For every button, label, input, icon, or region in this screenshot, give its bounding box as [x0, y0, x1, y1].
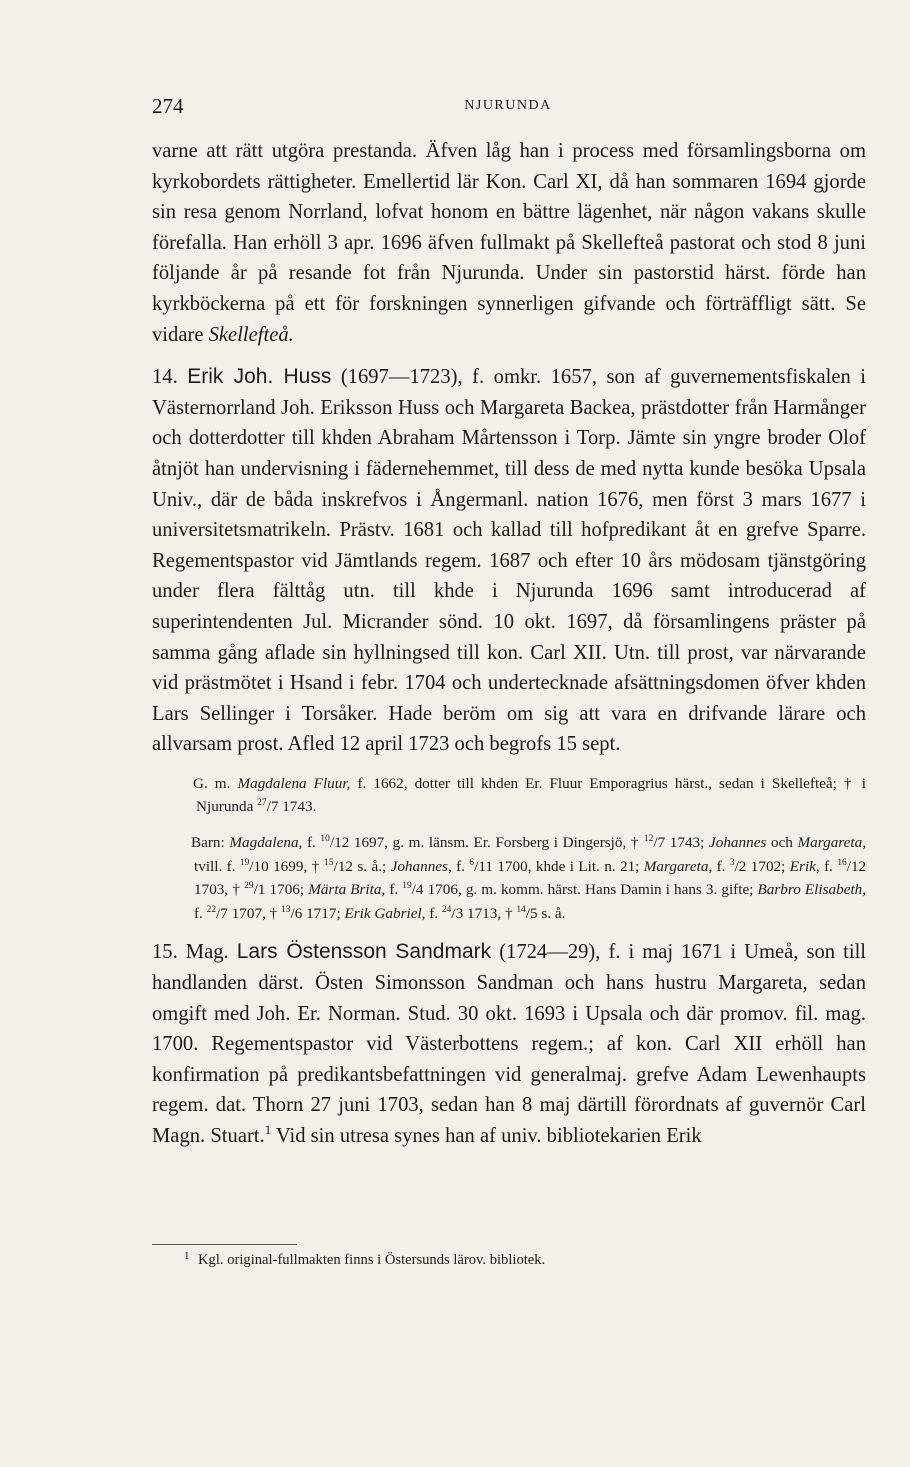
- main-text: [152, 136, 866, 1152]
- entry-number: 15.: [152, 941, 178, 964]
- page-header: [152, 94, 864, 118]
- entry-14-paragraph: 14. Erik Joh. Huss (1697—1723), f. omkr. 1657, son af guvernementsfiskalen i Västernorrland Joh. Eriksson Huss och Margareta Backea, prästdotter från Harmånger och dotterdotter till khden Abraham Mårtensson i Torp. Jämte sin yngre broder Olof åtnjöt han undervisning i fädernehemmet, till dess de med nytta kunde besöka Upsala Univ., där de båda inskrefvos i Ångermanl. nation 1676, men först 3 mars 1677 i universitetsmatrikeln. Prästv. 1681 och kallad till hofpredikant åt en grefve Sparre. Regementspastor vid Jämtlands regem. 1687 och efter 10 års mödosam tjänstgöring under flera fälttåg utn. till khde i Njurunda 1696 samt introducerad af superintendenten Jul. Micrander sönd. 10 okt. 1697, då församlingens präster på samma gång aflade sin hyllningsed till kon. Carl XII. Utn. till prost, var närvarande vid prästmötet i Hsand i febr. 1704 och undertecknade afsättningsdomen öfver khden Lars Sellinger i Torsåker. Hade beröm om sig att vara en drifvande lärare och allvarsam prost. Afled 12 april 1723 och begrofs 15 sept.: [152, 365, 866, 756]
- footnote-reference: 1: [264, 1123, 272, 1138]
- entry-name: Erik Joh. Huss: [187, 365, 332, 389]
- paragraph-13-continued: varne att rätt utgöra prestanda. Äfven låg han i process med församlingsborna om kyrkobordets rättigheter. Emellertid lär Kon. Carl XI, då han sommaren 1694 gjorde sin resa genom Norrland, lofvat honom en bättre lägenhet, när någon vakans skulle förefalla. Han erhöll 3 apr. 1696 äfven fullmakt på Skellefteå pastorat och stod 8 juni följande år på resande fot från Njurunda. Under sin pastorstid härst. förde han kyrkböckerna på ett för forskningen synnerligen gifvande och förträffligt sätt. Se vidare Skellefteå.: [152, 140, 866, 346]
- entry-15-paragraph: 15. Mag. Lars Östensson Sandmark (1724—29), f. i maj 1671 i Umeå, son till handlanden därst. Östen Simonsson Sandman och hans hustru Margareta, sedan omgift med Joh. Er. Norman. Stud. 30 okt. 1693 i Upsala och där promov. fil. mag. 1700. Regementspastor vid Västerbottens regem.; af kon. Carl XII erhöll han konfirmation på predikantsbefattningen vid generalmaj. grefve Adam Lewenhaupts regem. dat. Thorn 27 juni 1703, sedan han 8 maj därtill förordnats af guvernör Carl Magn. Stuart.$^1$ Vid sin utresa synes han af univ. bibliotekarien Erik: [152, 940, 867, 1147]
- running-title: NJURUNDA: [464, 98, 552, 113]
- cross-reference: Skellefteå.: [208, 323, 294, 346]
- footnote: [184, 1250, 546, 1269]
- page-number: 274: [152, 94, 184, 118]
- footnote-text: Kgl. original-fullmakten finns i Östersunds lärov. bibliotek.: [198, 1252, 546, 1268]
- entry-number: 14.: [152, 366, 178, 389]
- family-note: G. m. Magdalena Fluur, f. 1662, dotter till khden Er. Fluur Emporagrius härst., sedan i Skellefteå; † i Njurunda $^{27}$/7 1743.: [193, 774, 867, 816]
- children-note: Barn: Magdalena, f. $^{10}$/12 1697, g. m. länsm. Er. Forsberg i Dingersjö, † $^{12}$/7 1743; Johannes och Margareta, tvill. f. $^{19}$/10 1699, † $^{15}$/12 s. å.; Johannes, f. $^6$/11 1700, khde i Lit. n. 21; Margareta, f. $^3$/2 1702; Erik, f. $^{16}$/12 1703, † $^{29}$/1 1706; Märta Brita, f. $^{19}$/4 1706, g. m. komm. härst. Hans Damin i hans 3. gifte; Barbro Elisabeth, f. $^{22}$/7 1707, † $^{13}$/6 1717; Erik Gabriel, f. $^{24}$/3 1713, † $^{14}$/5 s. å.: [191, 834, 867, 922]
- footnote-mark: 1: [184, 1250, 190, 1262]
- footnote-divider: [152, 1244, 297, 1245]
- entry-name: Lars Östensson Sandmark: [236, 940, 492, 964]
